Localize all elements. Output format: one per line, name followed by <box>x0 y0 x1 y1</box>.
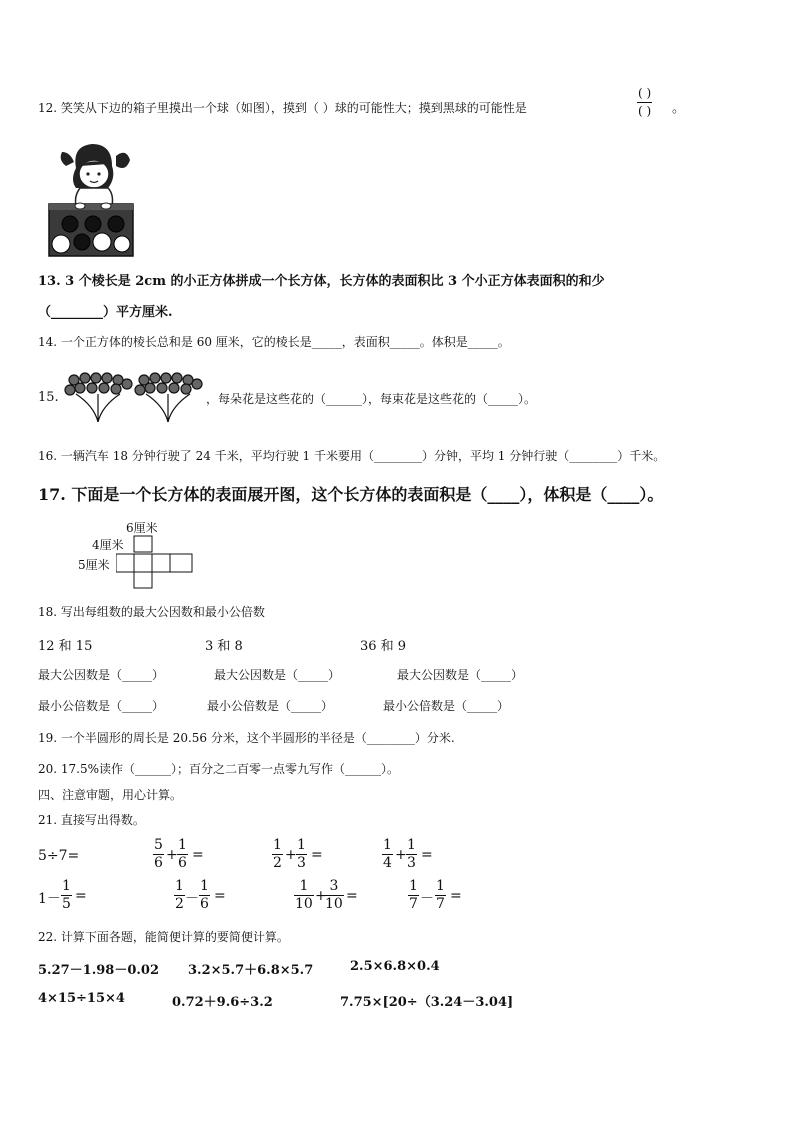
q20-text: 20. 17.5%读作（______）；百分之二百零一点零九写作（______）。 <box>38 762 400 776</box>
q21-r2-d-frac2: 1 7 <box>436 878 445 912</box>
q12-frac-den: ( ) <box>638 104 652 118</box>
q18-lcm-1: 最小公倍数是（_____） <box>38 699 165 713</box>
q18-group-1: 12 和 15 <box>38 639 93 654</box>
q21-r2-a-pre: 1－ <box>38 891 61 907</box>
q12-end: 。 <box>672 101 686 116</box>
section-4-heading: 四、注意审题，用心计算。 <box>38 788 183 802</box>
q19-text: 19. 一个半圆形的周长是 20.56 分米，这个半圆形的半径是（________）分米. <box>38 731 455 745</box>
q18-gcd-1: 最大公因数是（_____） <box>38 668 165 682</box>
q18-lcm-3: 最小公倍数是（_____） <box>383 699 510 713</box>
q12-fraction <box>637 86 652 119</box>
q15-num: 15. <box>38 390 59 405</box>
q18-lcm-2: 最小公倍数是（_____） <box>207 699 334 713</box>
q22-r1-a: 5.27－1.98－0.02 <box>38 963 159 978</box>
q22-r2-c: 7.75×[20÷（3.24－3.04] <box>340 995 514 1010</box>
q21-r1-a: 5÷7= <box>38 848 80 864</box>
q16-text: 16. 一辆汽车 18 分钟行驶了 24 千米，平均行驶 1 千米要用（________）分钟，平均 1 分钟行驶（________）千米。 <box>38 449 666 463</box>
q22-r1-c: 2.5×6.8×0.4 <box>350 959 440 974</box>
q17-label-top: 6厘米 <box>126 521 158 535</box>
q18-gcd-3: 最大公因数是（_____） <box>397 668 524 682</box>
q15-text: ，每朵花是这些花的（______），每束花是这些花的（_____）。 <box>206 392 537 406</box>
girl-with-ball-box-image <box>46 138 136 260</box>
q21-r1-b-frac2: 1 6 <box>178 837 187 871</box>
q21-title: 21. 直接写出得数。 <box>38 813 145 827</box>
q17-label-left: 5厘米 <box>78 558 110 572</box>
cuboid-net-diagram <box>116 534 196 592</box>
flower-bunches-image <box>64 370 206 424</box>
q18-group-2: 3 和 8 <box>205 639 243 654</box>
q21-r2-a-frac: 1 5 <box>62 878 71 912</box>
q21-r1-d-frac2: 1 3 <box>407 837 416 871</box>
q21-r1-b-frac1: 5 6 <box>154 837 163 871</box>
q21-r2-b-frac2: 1 6 <box>200 878 209 912</box>
q21-r2-c-frac2: 3 10 <box>325 878 343 912</box>
q21-r2-d-frac1: 1 7 <box>409 878 418 912</box>
q22-r2-b: 0.72＋9.6÷3.2 <box>172 995 273 1010</box>
q18-gcd-2: 最大公因数是（_____） <box>214 668 341 682</box>
q21-r2-c-frac1: 1 10 <box>295 878 313 912</box>
q12-frac-num: ( ) <box>638 86 652 100</box>
q22-r2-a: 4×15÷15×4 <box>38 991 125 1006</box>
q13-line2: （________）平方厘米. <box>38 305 173 320</box>
q22-r1-b: 3.2×5.7＋6.8×5.7 <box>188 963 314 978</box>
q18-title: 18. 写出每组数的最大公因数和最小公倍数 <box>38 605 265 619</box>
q17-label-mid: 4厘米 <box>92 538 124 552</box>
q13-line1: 13. 3 个棱长是 2cm 的小正方体拼成一个长方体，长方体的表面积比 3 个小正方体表面积的和少 <box>38 274 605 289</box>
q21-r1-c-frac2: 1 3 <box>297 837 306 871</box>
q22-title: 22. 计算下面各题，能简便计算的要简便计算。 <box>38 930 289 944</box>
q18-group-3: 36 和 9 <box>360 639 407 654</box>
q12-text: 12. 笑笑从下边的箱子里摸出一个球（如图），摸到（ ）球的可能性大；摸到黑球的可能性是 <box>38 101 527 115</box>
q21-r1-d-frac1: 1 4 <box>383 837 392 871</box>
q17-text: 17. 下面是一个长方体的表面展开图，这个长方体的表面积是（____），体积是（____）。 <box>38 485 664 504</box>
q21-r1-c-frac1: 1 2 <box>273 837 282 871</box>
q14-text: 14. 一个正方体的棱长总和是 60 厘米，它的棱长是_____，表面积_____。体积是_____。 <box>38 335 510 349</box>
q21-r2-b-frac1: 1 2 <box>175 878 184 912</box>
